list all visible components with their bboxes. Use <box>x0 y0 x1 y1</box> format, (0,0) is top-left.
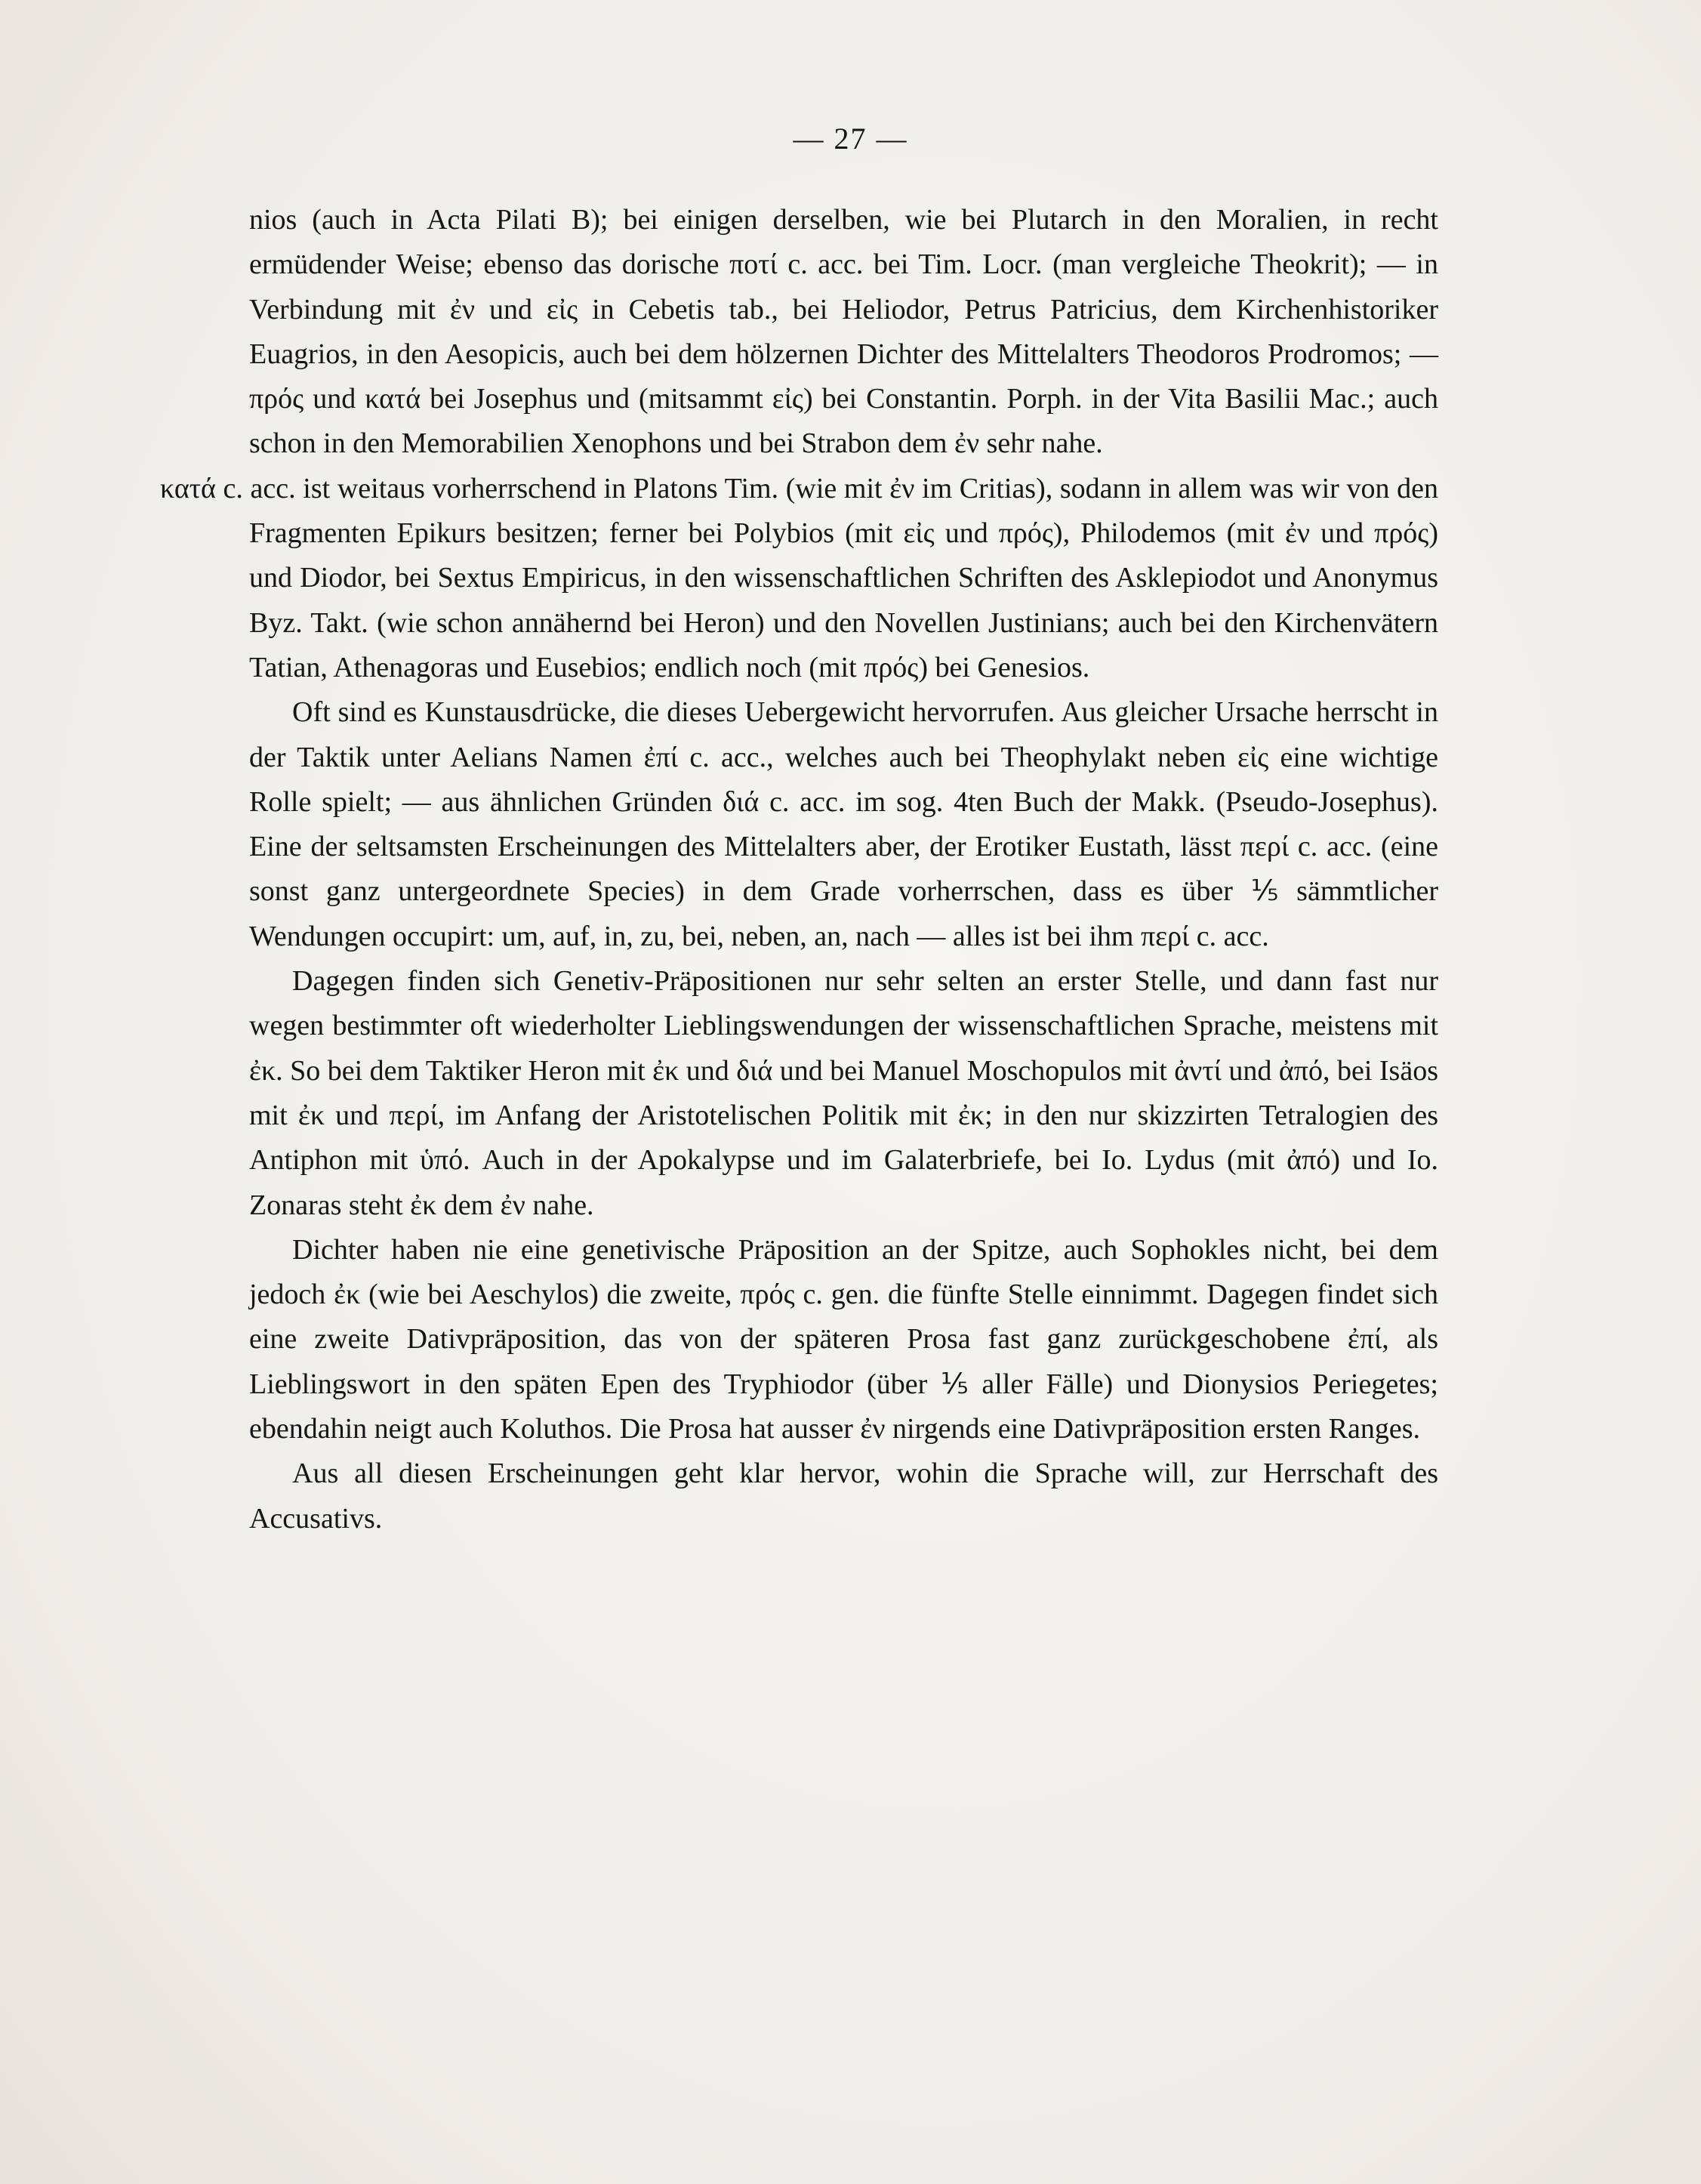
page-number: — 27 — <box>793 122 908 156</box>
paragraph-4: Dagegen finden sich Genetiv-Präpositionen nur sehr selten an erster Stelle, und dann fast nur wegen bestimmter oft wiederholter Lieblingswendungen der wissenschaftlichen Sprache, meistens mit ἐκ. So bei dem Taktiker Heron mit ἐκ und διά und bei Manuel Moschopulos mit ἀντί und ἀπό, bei Isäos mit ἐκ und περί, im Anfang der Aristotelischen Politik mit ἐκ; in den nur skizzirten Tetralogien des Antiphon mit ὑπό. Auch in der Apokalypse und im Galaterbriefe, bei Io. Lydus (mit ἀπό) und Io. Zonaras steht ἐκ dem ἐν nahe. <box>249 965 1438 1221</box>
paragraph-2: κατά c. acc. ist weitaus vorherrschend in Platons Tim. (wie mit ἐν im Critias), sodann in allem was wir von den Fragmenten Epikurs besitzen; ferner bei Polybios (mit εἰς und πρός), Philodemos (mit ἐν und πρός) und Diodor, bei Sextus Empiricus, in den wissenschaftlichen Schriften des Asklepiodot und Anonymus Byz. Takt. (wie schon annähernd bei Heron) und den Novellen Justinians; auch bei den Kirchenvätern Tatian, Athenagoras und Eusebios; endlich noch (mit πρός) bei Genesios. <box>160 472 1438 683</box>
paragraph-6: Aus all diesen Erscheinungen geht klar hervor, wohin die Sprache will, zur Herrschaft des Accusativs. <box>249 1458 1438 1535</box>
paragraph-3: Oft sind es Kunstausdrücke, die dieses Uebergewicht hervorrufen. Aus gleicher Ursache herrscht in der Taktik unter Aelians Namen ἐπί c. acc., welches auch bei Theophylakt neben εἰς eine wichtige Rolle spielt; — aus ähnlichen Gründen διά c. acc. im sog. 4ten Buch der Makk. (Pseudo-Josephus). Eine der seltsamsten Erscheinungen des Mittelalters aber, der Erotiker Eustath, lässt περί c. acc. (eine sonst ganz untergeordnete Species) in dem Grade vorherrschen, dass es über ⅕ sämmtlicher Wendungen occupirt: um, auf, in, zu, bei, neben, an, nach — alles ist bei ihm περί c. acc. <box>249 696 1438 952</box>
paragraph-5: Dichter haben nie eine genetivische Präposition an der Spitze, auch Sophokles nicht, bei dem jedoch ἐκ (wie bei Aeschylos) die zweite, πρός c. gen. die fünfte Stelle einnimmt. Dagegen findet sich eine zweite Dativpräposition, das von der späteren Prosa fast ganz zurückgeschobene ἐπί, als Lieblingswort in den späten Epen des Tryphiodor (über ⅕ aller Fälle) und Dionysios Periegetes; ebendahin neigt auch Koluthos. Die Prosa hat ausser ἐν nirgends eine Dativpräposition ersten Ranges. <box>249 1233 1438 1445</box>
paragraph-1: nios (auch in Acta Pilati B); bei einigen derselben, wie bei Plutarch in den Moralien, in recht ermüdender Weise; ebenso das dorische ποτί c. acc. bei Tim. Locr. (man vergleiche Theokrit); — in Verbindung mit ἐν und εἰς in Cebetis tab., bei Heliodor, Petrus Patricius, dem Kirchenhistoriker Euagrios, in den Aesopicis, auch bei dem hölzernen Dichter des Mittelalters Theodoros Prodromos; — πρός und κατά bei Josephus und (mitsammt εἰς) bei Constantin. Porph. in der Vita Basilii Mac.; auch schon in den Memorabilien Xenophons und bei Strabon dem ἐν sehr nahe. <box>249 204 1438 460</box>
body-text <box>160 198 1438 1541</box>
